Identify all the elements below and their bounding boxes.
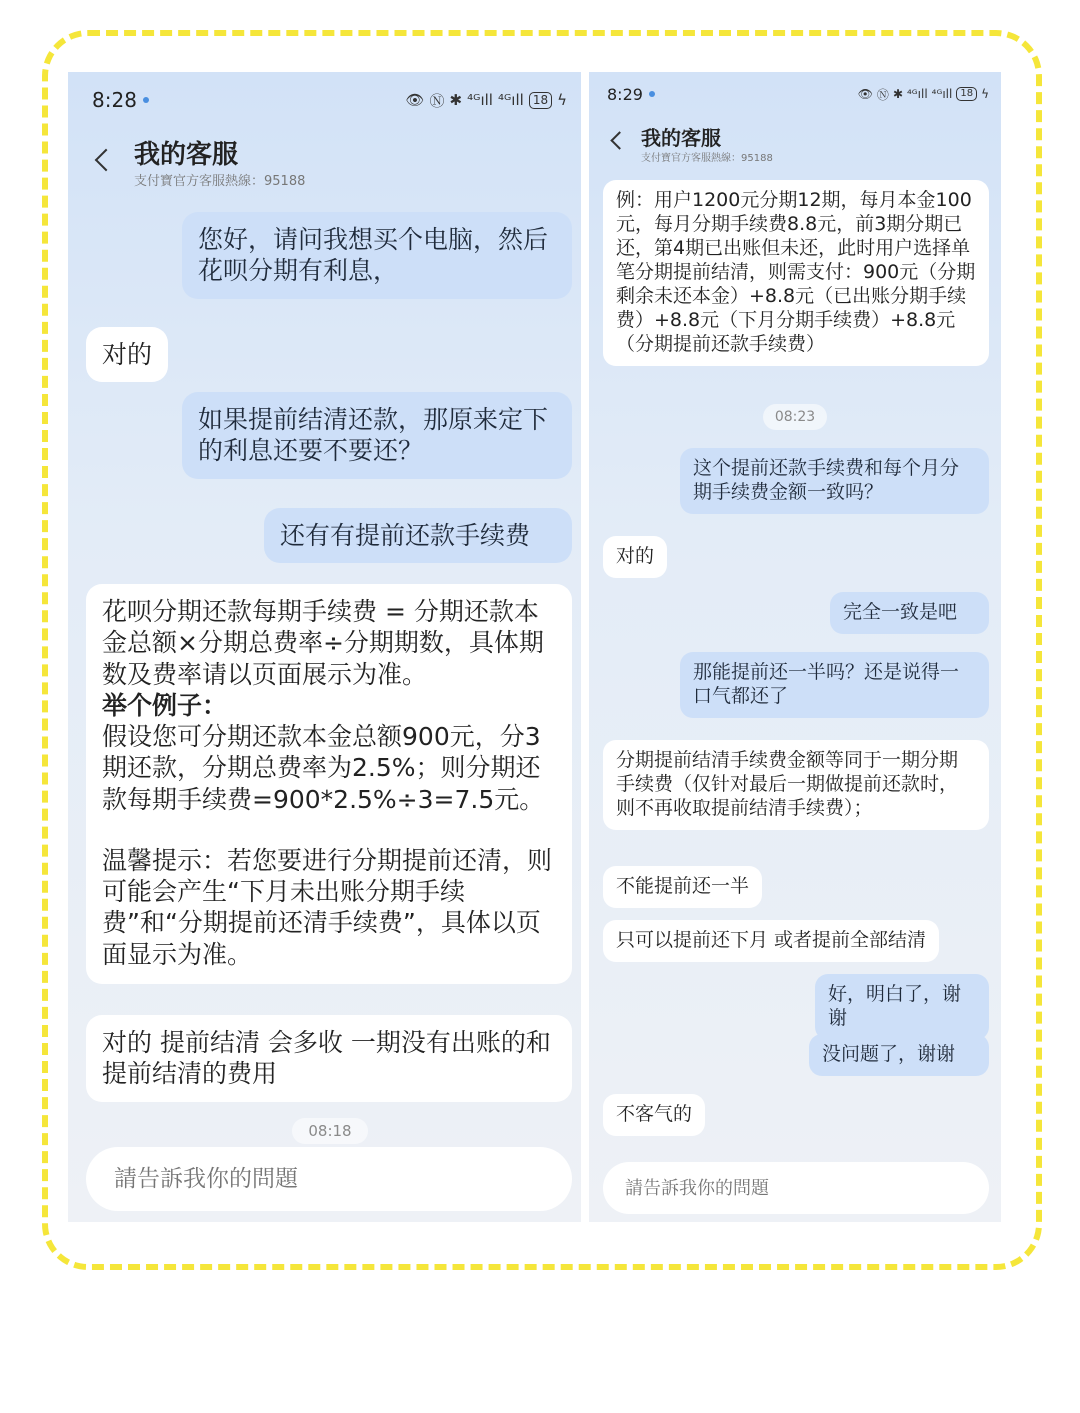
page-title: 我的客服: [641, 126, 721, 150]
user-message: 您好，请问我想买个电脑，然后花呗分期有利息，: [182, 212, 572, 299]
user-message: 完全一致是吧: [830, 592, 989, 634]
nfc-icon: Ⓝ: [429, 91, 445, 110]
battery-icon: 18: [956, 87, 977, 101]
hotline-subtitle: 支付寶官方客服熱線：95188: [134, 174, 306, 189]
agent-message-example: 例：用户1200元分期12期，每月本金100元，每月分期手续费8.8元，前3期分期已还，第4期已出账但未还，此时用户选择单笔分期提前结清，则需支付：900元（分期剩余未还本金）+8.8元（已出账分期手续费）+8.8元（下月分期手续费）+8.8元（分期提前还款手续费）: [603, 180, 989, 366]
notification-dot-icon: [143, 97, 149, 103]
charging-icon: ϟ: [981, 87, 989, 101]
back-arrow-icon[interactable]: [95, 149, 118, 172]
chat-screen-left: [68, 72, 581, 1222]
agent-message: 对的: [603, 536, 667, 578]
tip-text: 温馨提示：若您要进行分期提前还清，则可能会产生“下月未出账分期手续费”和“分期提前还清手续费”，具体以页面显示为准。: [102, 845, 553, 969]
chat-screen-right: [589, 72, 1001, 1222]
agent-message: 对的: [86, 327, 168, 382]
agent-message: 对的 提前结清 会多收 一期没有出账的和提前结清的费用: [86, 1015, 572, 1102]
agent-message: 不客气的: [603, 1094, 705, 1136]
status-bar: [589, 72, 1001, 116]
page-title: 我的客服: [134, 140, 239, 170]
user-message: 那能提前还一半吗？还是说得一口气都还了: [680, 652, 989, 718]
message-input[interactable]: [603, 1162, 989, 1214]
user-message: 这个提前还款手续费和每个月分期手续费金额一致吗？: [680, 448, 989, 514]
bluetooth-icon: ✱: [449, 91, 463, 109]
status-time: 8:29: [607, 85, 655, 104]
4g-signal-icon: ⁴ᴳıll: [497, 91, 524, 109]
4g-signal-icon: ⁴ᴳıll: [931, 87, 953, 101]
fee-formula-text: 花呗分期还款每期手续费 = 分期还款本金总额×分期总费率÷分期期数，具体期数及费率请以页面展示为准。: [102, 597, 544, 689]
status-bar: [68, 72, 581, 128]
status-time: 8:28: [92, 88, 149, 112]
system-icons: [405, 90, 567, 111]
system-icons: [858, 86, 989, 103]
back-arrow-icon[interactable]: [610, 131, 628, 149]
user-message: 没问题了，谢谢: [809, 1034, 989, 1076]
notification-dot-icon: [649, 91, 655, 97]
nfc-icon: Ⓝ: [876, 87, 889, 102]
4g-signal-icon: ⁴ᴳıll: [467, 91, 493, 109]
agent-message: 不能提前还一半: [603, 866, 762, 908]
agent-message: 只可以提前还下月 或者提前全部结清: [603, 920, 939, 962]
eye-icon: 👁: [405, 91, 425, 109]
user-message: 如果提前结清还款，那原来定下的利息还要不要还？: [182, 392, 572, 479]
4g-signal-icon: ⁴ᴳıll: [907, 87, 928, 101]
example-heading: 举个例子：: [102, 690, 228, 720]
timestamp: 08:18: [292, 1118, 368, 1144]
user-message: 还有有提前还款手续费: [264, 508, 572, 563]
user-message: 好，明白了，谢谢: [815, 974, 989, 1040]
eye-icon: 👁: [857, 87, 873, 101]
timestamp: 08:23: [763, 404, 827, 430]
charging-icon: ϟ: [557, 91, 567, 109]
battery-icon: 18: [529, 92, 552, 109]
hotline-subtitle: 支付寶官方客服熱線：95188: [641, 153, 773, 164]
message-input[interactable]: [86, 1147, 572, 1211]
bluetooth-icon: ✱: [892, 87, 903, 101]
agent-message-fee-explanation: [86, 584, 572, 984]
example-text: 假设您可分期还款本金总额900元，分3期还款，分期总费率为2.5%；则分期还款每期手续费=900*2.5%÷3=7.5元。: [102, 722, 545, 814]
agent-message: 分期提前结清手续费金额等同于一期分期手续费（仅针对最后一期做提前还款时，则不再收取提前结清手续费）；: [603, 740, 989, 830]
